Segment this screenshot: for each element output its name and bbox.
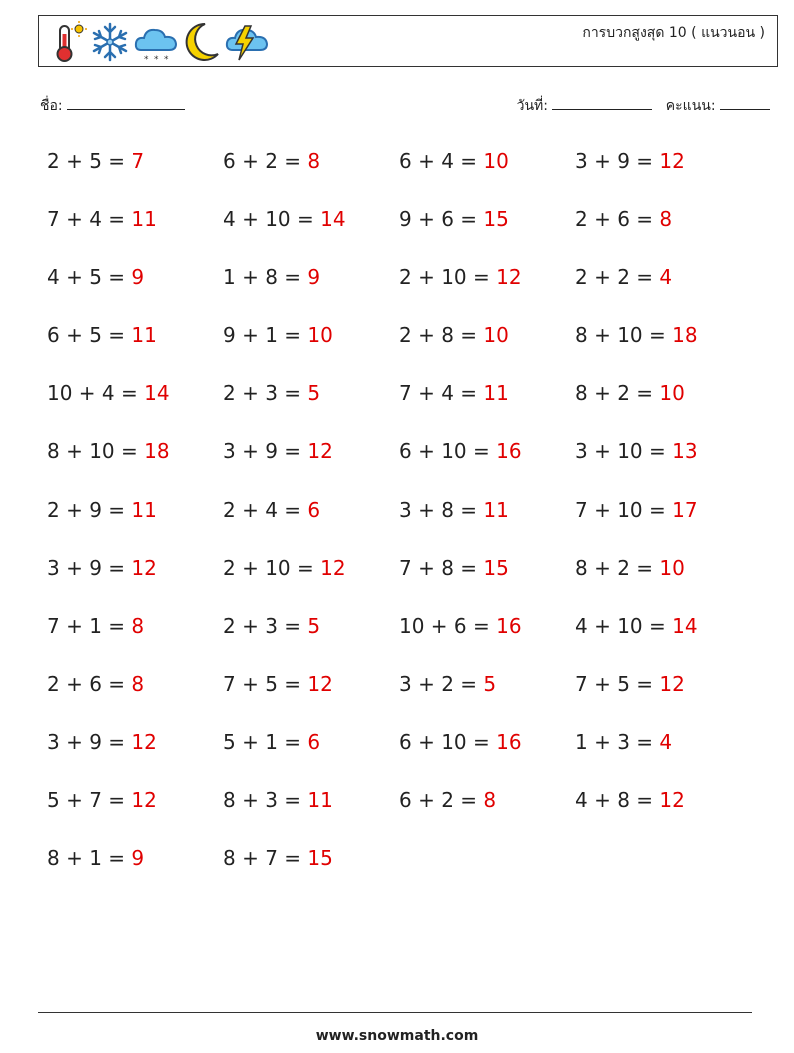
problem-question: 2 + 6 = <box>575 207 660 232</box>
problem-item <box>47 494 223 552</box>
problem-item <box>575 552 751 610</box>
problem-item <box>47 203 223 261</box>
problem-item <box>223 377 399 435</box>
problem-item <box>223 842 399 900</box>
problem-answer: 12 <box>496 265 522 290</box>
problem-item <box>575 435 751 493</box>
problem-item <box>223 610 399 668</box>
problem-answer: 16 <box>496 613 522 638</box>
problem-question: 6 + 10 = <box>399 439 497 464</box>
problem-row <box>47 726 767 784</box>
problem-answer: 16 <box>496 439 522 464</box>
problem-question: 4 + 5 = <box>47 265 132 290</box>
problem-item <box>47 610 223 668</box>
problem-answer: 8 <box>307 149 321 173</box>
problem-answer: 11 <box>131 323 157 348</box>
problem-item <box>223 726 399 784</box>
problem-answer: 9 <box>131 265 145 290</box>
problem-item <box>223 552 399 610</box>
problem-item <box>575 377 751 435</box>
problem-question: 7 + 4 = <box>399 381 484 406</box>
problem-answer: 17 <box>672 497 698 522</box>
date-blank[interactable] <box>552 97 652 110</box>
problem-answer: 11 <box>307 788 333 813</box>
problem-question: 6 + 5 = <box>47 323 132 348</box>
problem-item <box>223 319 399 377</box>
problem-question: 6 + 4 = <box>399 149 484 173</box>
problem-question: 3 + 9 = <box>575 149 660 173</box>
problem-item <box>575 726 751 784</box>
problem-question: 5 + 1 = <box>223 729 308 754</box>
date-label: วันที่: <box>516 98 548 114</box>
problem-answer: 13 <box>672 439 698 464</box>
svg-text:*: * <box>144 55 149 64</box>
problem-answer: 10 <box>307 323 333 348</box>
problem-answer: 5 <box>307 381 321 406</box>
problem-item <box>47 842 223 900</box>
problem-item <box>575 610 751 668</box>
problem-answer: 8 <box>131 613 145 638</box>
svg-text:*: * <box>154 55 159 64</box>
problem-question: 2 + 4 = <box>223 497 308 522</box>
problem-row <box>47 552 767 610</box>
name-label: ชื่อ: <box>40 98 63 114</box>
problem-answer: 12 <box>131 788 157 813</box>
problem-question: 7 + 4 = <box>47 207 132 232</box>
problem-question: 7 + 1 = <box>47 613 132 638</box>
problem-answer: 8 <box>131 671 145 696</box>
problem-answer: 5 <box>483 671 497 696</box>
problem-item <box>47 319 223 377</box>
problem-question: 2 + 6 = <box>47 671 132 696</box>
problem-question: 4 + 10 = <box>223 207 321 232</box>
problem-answer: 12 <box>131 729 157 754</box>
score-label: คะแนน: <box>665 98 716 114</box>
problem-item <box>223 784 399 842</box>
problem-answer: 10 <box>483 323 509 348</box>
problem-item <box>575 784 751 842</box>
problem-answer: 12 <box>659 671 685 696</box>
problem-row <box>47 145 767 203</box>
problem-answer: 14 <box>320 207 346 232</box>
problem-question: 10 + 6 = <box>399 613 497 638</box>
problem-item <box>47 145 223 203</box>
problem-item <box>47 261 223 319</box>
problem-row <box>47 319 767 377</box>
footer-divider <box>38 1012 752 1013</box>
weather-icons <box>51 20 269 64</box>
problem-item <box>47 377 223 435</box>
problem-question: 8 + 3 = <box>223 788 308 813</box>
problem-question: 3 + 9 = <box>223 439 308 464</box>
problem-item <box>223 668 399 726</box>
problem-item <box>47 552 223 610</box>
problem-question: 2 + 10 = <box>223 555 321 580</box>
problem-answer: 11 <box>483 497 509 522</box>
problem-answer: 14 <box>672 613 698 638</box>
problem-item <box>575 668 751 726</box>
problem-item <box>399 145 575 203</box>
problem-answer: 8 <box>483 788 497 813</box>
problem-answer: 11 <box>131 497 157 522</box>
problem-answer: 15 <box>483 555 509 580</box>
problem-answer: 18 <box>672 323 698 348</box>
problem-answer: 6 <box>307 497 321 522</box>
problem-question: 2 + 5 = <box>47 149 132 173</box>
problem-item <box>399 610 575 668</box>
problem-answer: 6 <box>307 729 321 754</box>
problem-answer: 18 <box>144 439 170 464</box>
problem-question: 8 + 10 = <box>575 323 673 348</box>
problem-row <box>47 494 767 552</box>
problem-question: 8 + 2 = <box>575 555 660 580</box>
moon-icon <box>181 20 221 64</box>
problem-item <box>399 784 575 842</box>
problem-answer: 12 <box>307 671 333 696</box>
problem-item <box>47 784 223 842</box>
problem-item <box>399 552 575 610</box>
problem-row <box>47 203 767 261</box>
snowflake-icon <box>89 20 131 64</box>
problem-row <box>47 610 767 668</box>
score-blank[interactable] <box>720 97 770 110</box>
problem-question: 3 + 9 = <box>47 555 132 580</box>
problem-question: 10 + 4 = <box>47 381 145 406</box>
problem-answer: 10 <box>659 381 685 406</box>
problem-item <box>223 145 399 203</box>
worksheet-title: การบวกสูงสุด 10 ( แนวนอน ) <box>582 25 765 41</box>
name-field <box>40 95 185 117</box>
problem-question: 7 + 5 = <box>223 671 308 696</box>
problem-answer: 11 <box>483 381 509 406</box>
problem-item <box>575 203 751 261</box>
problem-question: 3 + 2 = <box>399 671 484 696</box>
problem-answer: 10 <box>483 149 509 173</box>
problem-answer: 12 <box>131 555 157 580</box>
problem-item <box>399 435 575 493</box>
problem-answer: 4 <box>659 265 673 290</box>
storm-cloud-icon <box>223 20 269 64</box>
problem-item <box>223 203 399 261</box>
problem-item <box>399 668 575 726</box>
problem-question: 2 + 10 = <box>399 265 497 290</box>
svg-text:*: * <box>164 55 169 64</box>
header-box <box>38 15 778 67</box>
problem-question: 7 + 8 = <box>399 555 484 580</box>
problem-answer: 12 <box>307 439 333 464</box>
problem-question: 7 + 5 = <box>575 671 660 696</box>
problem-question: 6 + 10 = <box>399 729 497 754</box>
problem-answer: 9 <box>131 846 145 871</box>
problem-grid <box>47 145 767 900</box>
problem-answer: 15 <box>307 846 333 871</box>
problem-answer: 11 <box>131 207 157 232</box>
problem-question: 2 + 2 = <box>575 265 660 290</box>
problem-question: 1 + 8 = <box>223 265 308 290</box>
problem-question: 6 + 2 = <box>223 149 308 173</box>
problem-row <box>47 261 767 319</box>
problem-question: 4 + 10 = <box>575 613 673 638</box>
problem-question: 2 + 3 = <box>223 613 308 638</box>
problem-question: 2 + 9 = <box>47 497 132 522</box>
problem-question: 1 + 3 = <box>575 729 660 754</box>
problem-question: 5 + 7 = <box>47 788 132 813</box>
problem-question: 3 + 10 = <box>575 439 673 464</box>
problem-question: 9 + 1 = <box>223 323 308 348</box>
problem-question: 8 + 2 = <box>575 381 660 406</box>
problem-item <box>399 319 575 377</box>
problem-item <box>399 726 575 784</box>
problem-answer: 8 <box>659 207 673 232</box>
problem-item <box>223 435 399 493</box>
problem-item <box>223 261 399 319</box>
thermometer-sun-icon <box>51 20 87 64</box>
problem-item <box>399 494 575 552</box>
problem-answer: 9 <box>307 265 321 290</box>
problem-question: 8 + 7 = <box>223 846 308 871</box>
problem-row <box>47 842 767 900</box>
problem-item <box>575 145 751 203</box>
snow-cloud-icon <box>133 20 179 64</box>
problem-row <box>47 668 767 726</box>
footer-site: www.snowmath.com <box>315 1028 479 1044</box>
problem-answer: 14 <box>144 381 170 406</box>
problem-answer: 4 <box>659 729 673 754</box>
problem-question: 8 + 1 = <box>47 846 132 871</box>
problem-question: 3 + 8 = <box>399 497 484 522</box>
problem-item <box>47 726 223 784</box>
problem-answer: 15 <box>483 207 509 232</box>
name-blank[interactable] <box>67 97 185 110</box>
problem-row <box>47 435 767 493</box>
problem-item <box>47 668 223 726</box>
problem-question: 7 + 10 = <box>575 497 673 522</box>
problem-answer: 10 <box>659 555 685 580</box>
problem-item <box>47 435 223 493</box>
problem-item <box>575 319 751 377</box>
problem-answer: 12 <box>659 788 685 813</box>
problem-question: 3 + 9 = <box>47 729 132 754</box>
problem-item <box>575 494 751 552</box>
problem-row <box>47 784 767 842</box>
problem-answer: 12 <box>659 149 685 173</box>
problem-answer: 16 <box>496 729 522 754</box>
problem-item <box>399 261 575 319</box>
problem-item <box>223 494 399 552</box>
problem-answer: 7 <box>131 149 145 173</box>
problem-question: 2 + 8 = <box>399 323 484 348</box>
problem-item <box>575 261 751 319</box>
problem-question: 4 + 8 = <box>575 788 660 813</box>
problem-question: 2 + 3 = <box>223 381 308 406</box>
problem-answer: 12 <box>320 555 346 580</box>
date-score-fields <box>517 95 770 117</box>
problem-row <box>47 377 767 435</box>
problem-question: 8 + 10 = <box>47 439 145 464</box>
problem-question: 9 + 6 = <box>399 207 484 232</box>
problem-answer: 5 <box>307 613 321 638</box>
problem-question: 6 + 2 = <box>399 788 484 813</box>
problem-item <box>399 377 575 435</box>
problem-item <box>399 203 575 261</box>
